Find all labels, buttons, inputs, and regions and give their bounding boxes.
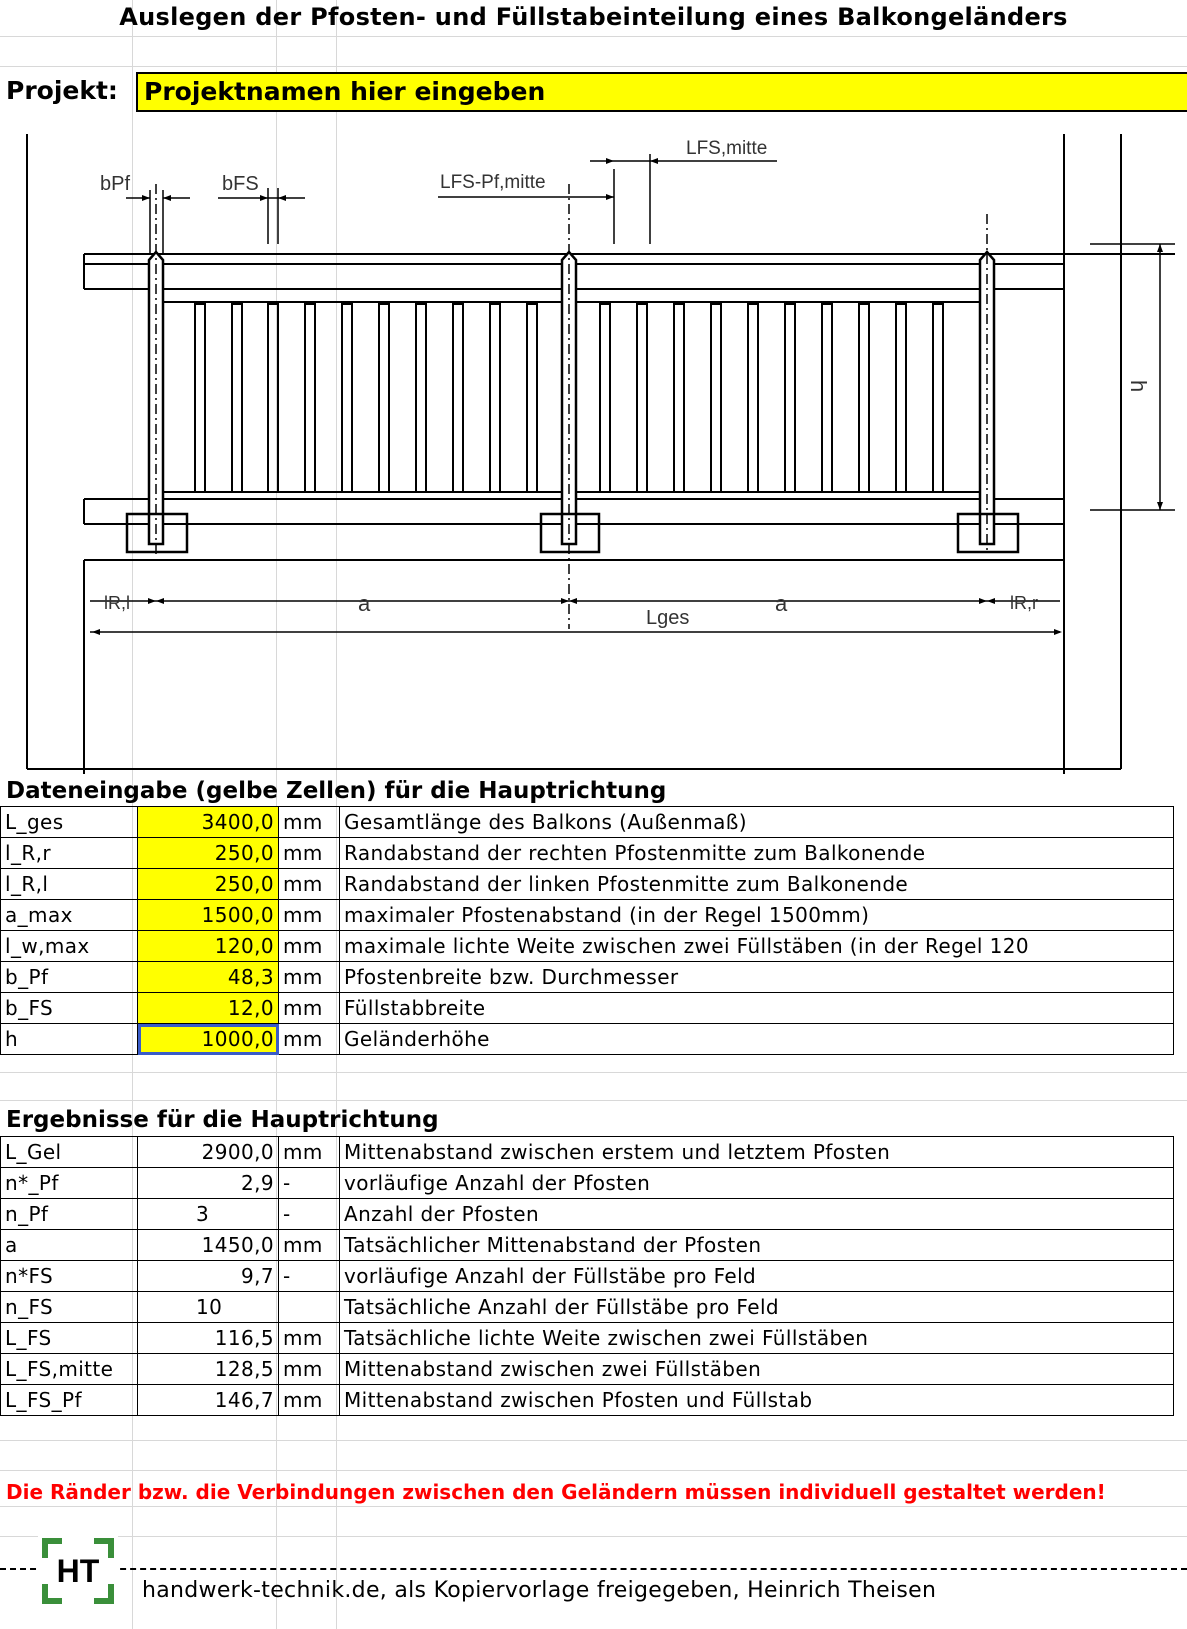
input-table (0, 806, 1174, 1055)
project-label: Projekt: (6, 76, 118, 105)
result-name: n_Pf (1, 1199, 138, 1230)
param-input-cell[interactable]: 1500,0 (138, 900, 279, 931)
label-h: h (1126, 380, 1151, 393)
param-description: Randabstand der rechten Pfostenmitte zum Balkonende (340, 838, 1174, 869)
table-row (1, 1385, 1174, 1416)
result-unit: mm (279, 1230, 340, 1261)
table-row (1, 962, 1174, 993)
param-input-cell[interactable]: 48,3 (138, 962, 279, 993)
result-description: Tatsächlicher Mittenabstand der Pfosten (340, 1230, 1174, 1261)
result-description: Anzahl der Pfosten (340, 1199, 1174, 1230)
result-table (0, 1136, 1174, 1416)
result-value[interactable]: 146,7 (138, 1385, 279, 1416)
posts (149, 252, 994, 544)
table-row (1, 993, 1174, 1024)
param-description: Geländerhöhe (340, 1024, 1174, 1055)
page-title: Auslegen der Pfosten- und Füllstabeinteilung eines Balkongeländers (119, 3, 1068, 31)
label-a-right: a (775, 591, 788, 616)
param-description: maximale lichte Weite zwischen zwei Füllstäben (in der Regel 120 (340, 931, 1174, 962)
param-description: Füllstabbreite (340, 993, 1174, 1024)
param-unit: mm (279, 1024, 340, 1055)
result-description: Mittenabstand zwischen zwei Füllstäben (340, 1354, 1174, 1385)
param-unit: mm (279, 900, 340, 931)
result-unit: mm (279, 1385, 340, 1416)
result-description: Mittenabstand zwischen Pfosten und Füllstab (340, 1385, 1174, 1416)
result-unit: - (279, 1199, 340, 1230)
result-unit: - (279, 1261, 340, 1292)
result-name: a (1, 1230, 138, 1261)
table-row (1, 1168, 1174, 1199)
label-l-fs-pf-mitte: LFS-Pf,mitte (440, 172, 546, 193)
project-name-input[interactable]: Projektnamen hier eingeben (136, 72, 1187, 112)
result-value[interactable]: 2900,0 (138, 1137, 279, 1168)
ht-logo (38, 1534, 118, 1608)
table-row (1, 838, 1174, 869)
grid-row-line (0, 1506, 1187, 1507)
result-section-heading: Ergebnisse für die Hauptrichtung (6, 1107, 439, 1133)
result-description: vorläufige Anzahl der Pfosten (340, 1168, 1174, 1199)
result-unit: mm (279, 1354, 340, 1385)
param-input-cell[interactable]: 120,0 (138, 931, 279, 962)
param-name: l_R,l (1, 869, 138, 900)
param-name: b_FS (1, 993, 138, 1024)
logo-text: HT (56, 1553, 100, 1589)
result-unit: mm (279, 1137, 340, 1168)
table-row (1, 900, 1174, 931)
param-unit: mm (279, 869, 340, 900)
param-name: a_max (1, 900, 138, 931)
result-name: L_FS,mitte (1, 1354, 138, 1385)
table-row (1, 1323, 1174, 1354)
result-value[interactable]: 1450,0 (138, 1230, 279, 1261)
label-l-ges: Lges (646, 607, 690, 629)
result-unit (279, 1292, 340, 1323)
param-name: l_w,max (1, 931, 138, 962)
param-input-cell[interactable]: 250,0 (138, 869, 279, 900)
param-unit: mm (279, 838, 340, 869)
grid-row-line (0, 1440, 1187, 1441)
result-value[interactable]: 3 (138, 1199, 279, 1230)
grid-row-line (0, 36, 1187, 37)
param-input-cell-selected[interactable]: 1000,0 (138, 1024, 279, 1055)
result-name: L_Gel (1, 1137, 138, 1168)
result-name: L_FS_Pf (1, 1385, 138, 1416)
param-description: Gesamtlänge des Balkons (Außenmaß) (340, 807, 1174, 838)
label-b-fs: bFS (222, 173, 259, 195)
result-value[interactable]: 116,5 (138, 1323, 279, 1354)
table-row (1, 1199, 1174, 1230)
label-l-r-r: lR,r (1010, 593, 1038, 613)
table-row (1, 1024, 1174, 1055)
divider-dashed (0, 1568, 1187, 1570)
table-row (1, 1261, 1174, 1292)
param-unit: mm (279, 993, 340, 1024)
result-name: n*FS (1, 1261, 138, 1292)
result-name: L_FS (1, 1323, 138, 1354)
result-unit: mm (279, 1323, 340, 1354)
result-value[interactable]: 2,9 (138, 1168, 279, 1199)
railing-drawing (0, 124, 1187, 774)
label-l-fs-mitte: LFS,mitte (686, 138, 768, 159)
result-value[interactable]: 9,7 (138, 1261, 279, 1292)
param-unit: mm (279, 931, 340, 962)
param-name: L_ges (1, 807, 138, 838)
result-description: Tatsächliche lichte Weite zwischen zwei Füllstäben (340, 1323, 1174, 1354)
footer-text: handwerk-technik.de, als Kopiervorlage freigegeben, Heinrich Theisen (142, 1578, 937, 1603)
param-input-cell[interactable]: 12,0 (138, 993, 279, 1024)
result-unit: - (279, 1168, 340, 1199)
result-description: Tatsächliche Anzahl der Füllstäbe pro Feld (340, 1292, 1174, 1323)
table-row (1, 1354, 1174, 1385)
grid-row-line (0, 1470, 1187, 1471)
param-name: b_Pf (1, 962, 138, 993)
label-b-pf: bPf (100, 173, 131, 195)
result-value[interactable]: 10 (138, 1292, 279, 1323)
param-unit: mm (279, 807, 340, 838)
grid-row-line (0, 66, 1187, 67)
table-row (1, 807, 1174, 838)
result-description: vorläufige Anzahl der Füllstäbe pro Feld (340, 1261, 1174, 1292)
result-name: n_FS (1, 1292, 138, 1323)
warning-message: Die Ränder bzw. die Verbindungen zwischen den Geländern müssen individuell gestaltet werden! (6, 1480, 1106, 1504)
param-input-cell[interactable]: 250,0 (138, 838, 279, 869)
table-row (1, 1230, 1174, 1261)
grid-row-line (0, 1072, 1187, 1073)
label-a-left: a (358, 591, 371, 616)
result-description: Mittenabstand zwischen erstem und letztem Pfosten (340, 1137, 1174, 1168)
table-row (1, 931, 1174, 962)
grid-row-line (0, 1536, 1187, 1537)
input-section-heading: Dateneingabe (gelbe Zellen) für die Hauptrichtung (6, 778, 667, 804)
table-row (1, 1292, 1174, 1323)
result-value[interactable]: 128,5 (138, 1354, 279, 1385)
param-input-cell[interactable]: 3400,0 (138, 807, 279, 838)
grid-row-line (0, 1100, 1187, 1101)
param-description: Pfostenbreite bzw. Durchmesser (340, 962, 1174, 993)
param-name: l_R,r (1, 838, 138, 869)
table-row (1, 869, 1174, 900)
param-name: h (1, 1024, 138, 1055)
param-description: maximaler Pfostenabstand (in der Regel 1500mm) (340, 900, 1174, 931)
result-name: n*_Pf (1, 1168, 138, 1199)
param-description: Randabstand der linken Pfostenmitte zum Balkonende (340, 869, 1174, 900)
table-row (1, 1137, 1174, 1168)
param-unit: mm (279, 962, 340, 993)
label-l-r-l: lR,l (104, 593, 130, 613)
